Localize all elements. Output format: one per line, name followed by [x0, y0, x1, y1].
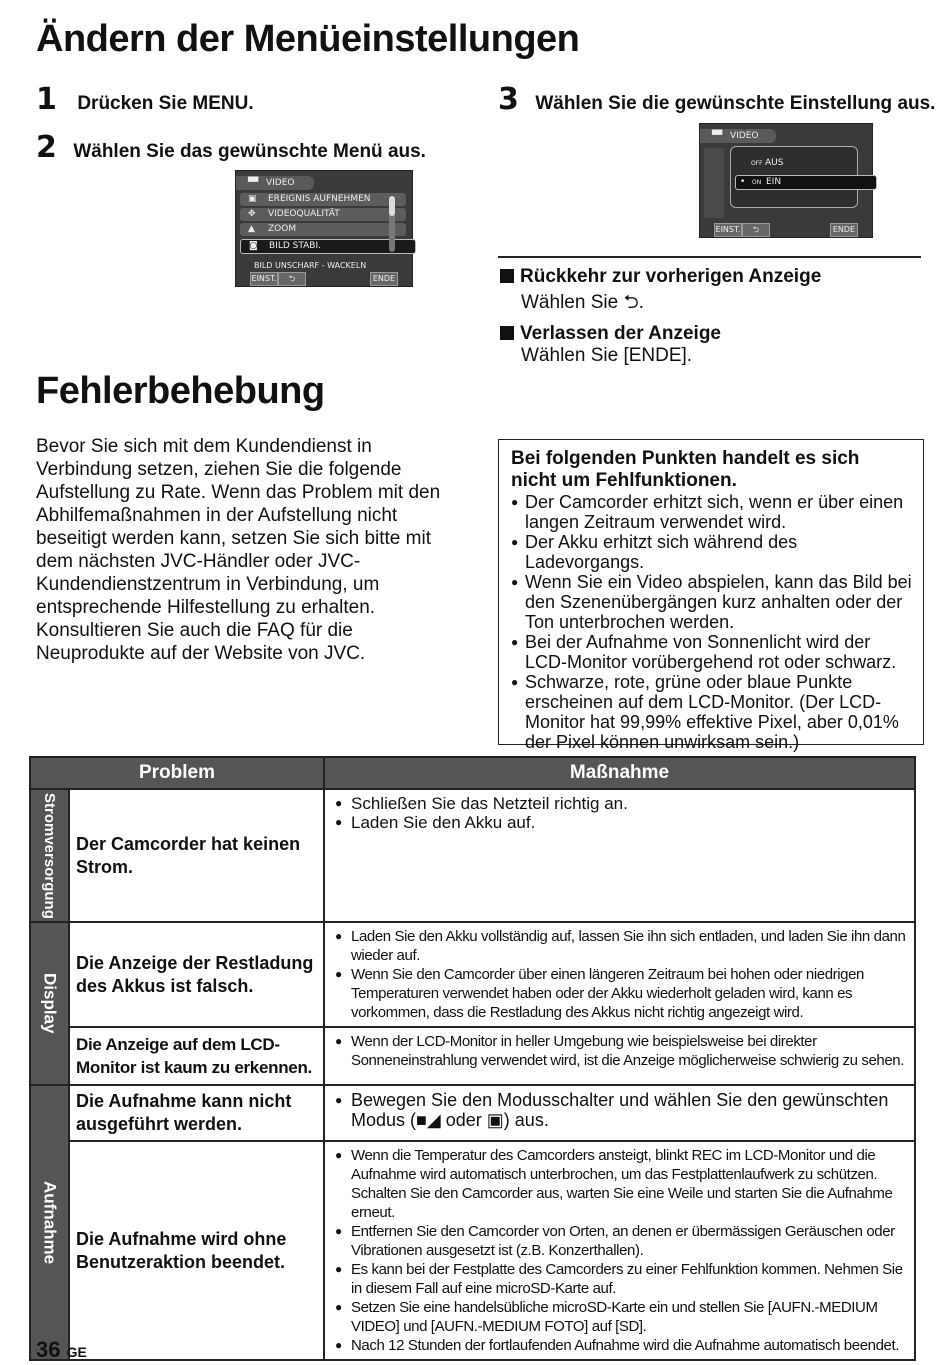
menu-info-text: BILD UNSCHARF - WACKELN: [254, 261, 367, 270]
measure-cell: [324, 1141, 915, 1360]
menu-item: ▲ ZOOM: [240, 223, 406, 236]
list-item: ● Bewegen Sie den Modusschalter und wählen Sie den gewünschten Modus (■◢ oder ▣) aus.: [335, 1090, 906, 1130]
problem-header: Problem: [30, 757, 324, 789]
back-instruction: Rückkehr zur vorherigen Anzeige Wählen Sie ⮌.: [500, 266, 821, 320]
on-icon: ON: [752, 179, 762, 186]
step-text: Wählen Sie das gewünschte Menü aus.: [73, 141, 426, 162]
square-bullet-icon: [500, 269, 514, 283]
intro-paragraph: Bevor Sie sich mit dem Kundendienst in Verbindung setzen, ziehen Sie die folgende Aufstellung zu Rate. Wenn das Problem mit den Abhilfemaßnahmen in der Aufstellung nicht beseitigt werden kann, setzen Sie sich bitte mit dem nächsten JVC-Händler oder JVC-Kundendienstzentrum in Verbindung, um entsprechende Hilfestellung zu erhalten. Konsultieren Sie auch die FAQ für die Neuprodukte auf der Website von JVC.: [36, 436, 441, 664]
options-panel: [730, 146, 858, 208]
set-button: EINST.: [250, 272, 278, 286]
problem-cell: Der Camcorder hat keinen Strom.: [69, 789, 324, 922]
square-bullet-icon: [500, 326, 514, 340]
page-number: 36 GE: [36, 1337, 87, 1362]
video-tab: ▀▘ VIDEO: [236, 176, 314, 190]
table-row: [30, 789, 915, 922]
list-item: ● Schwarze, rote, grüne oder blaue Punkte erscheinen auf dem LCD-Monitor. (Der LCD-Monitor hat 99,99% effektive Pixel, aber 0,01% der Pixel können unwirksam sein.): [511, 672, 915, 752]
problem-cell: Die Anzeige auf dem LCD-Monitor ist kaum zu erkennen.: [69, 1027, 324, 1085]
zoom-icon: ▲: [248, 224, 255, 234]
list-item: ● Laden Sie den Akku vollständig auf, lassen Sie ihn sich entladen, und laden Sie ihn dann wieder auf.: [335, 927, 906, 965]
video-camera-icon: ■◢: [416, 1110, 441, 1130]
problem-cell: Die Aufnahme kann nicht ausgeführt werden.: [69, 1085, 324, 1141]
menu-item: ✥ VIDEOQUALITÄT: [240, 208, 406, 221]
end-button: ENDE: [370, 272, 398, 286]
set-button: EINST.: [714, 223, 742, 237]
category-recording: Aufnahme: [30, 1085, 69, 1360]
section-title: Fehlerbehebung: [36, 370, 325, 412]
end-button: ENDE: [830, 223, 858, 237]
video-tab: ▀▘ VIDEO: [700, 129, 776, 143]
measure-cell: [324, 922, 915, 1027]
camera-icon: ▀▘: [248, 178, 262, 188]
list-item: ● Wenn der LCD-Monitor in heller Umgebung wie beispielsweise bei direkter Sonneneinstrahlung verwendet wird, ist die Anzeige möglicherweise schwierig zu sehen.: [335, 1032, 906, 1070]
event-icon: ▣: [248, 194, 257, 204]
notice-box: [498, 439, 924, 752]
list-item: ● Bei der Aufnahme von Sonnenlicht wird der LCD-Monitor vorübergehend rot oder schwarz.: [511, 632, 915, 672]
back-icon: ⮌: [278, 272, 306, 286]
camera-icon: ▀▘: [712, 131, 726, 141]
page-title: Ändern der Menüeinstellungen: [36, 18, 580, 60]
table-row: [30, 1027, 915, 1085]
step-1: [36, 82, 254, 117]
list-item: ● Nach 12 Stunden der fortlaufenden Aufnahme wird die Aufnahme automatisch beendet.: [335, 1336, 906, 1355]
option-off: OFF AUS: [751, 158, 784, 168]
measure-header: Maßnahme: [324, 757, 915, 789]
notice-title: Bei folgenden Punkten handelt es sich nicht um Fehlfunktionen.: [511, 448, 860, 491]
list-item: ● Entfernen Sie den Camcorder von Orten, an denen er übermässigen Geräuschen oder Vibrationen ausgesetzt ist (z.B. Konzerthallen).: [335, 1222, 906, 1260]
off-icon: OFF: [751, 160, 763, 167]
list-item: ● Der Akku erhitzt sich während des Ladevorgangs.: [511, 532, 915, 572]
category-power: Stromversorgung: [30, 789, 69, 922]
troubleshooting-table: [29, 756, 916, 1361]
list-item: ● Wenn Sie den Camcorder über einen längeren Zeitraum bei hohen oder niedrigen Temperaturen verwendet haben oder der Akku wiederholt geladen wird, kann es vorkommen, dass die Restladung des Akkus nicht richtig angezeigt wird.: [335, 965, 906, 1022]
measure-cell: [324, 1027, 915, 1085]
table-row: [30, 922, 915, 1027]
category-display: Display: [30, 922, 69, 1085]
measure-cell: [324, 789, 915, 922]
step-text: Wählen Sie die gewünschte Einstellung aus.: [535, 93, 936, 114]
menu-item: ▣ EREIGNIS AUFNEHMEN: [240, 193, 406, 206]
step-3: [498, 82, 935, 117]
back-icon: ⮌: [742, 223, 770, 237]
step-number: 2: [36, 130, 57, 165]
option-on-selected: • ON EIN: [735, 175, 877, 190]
photo-camera-icon: ▣: [486, 1110, 504, 1130]
table-row: [30, 1085, 915, 1141]
problem-cell: Die Anzeige der Restladung des Akkus ist falsch.: [69, 922, 324, 1027]
exit-instruction: Verlassen der Anzeige Wählen Sie [ENDE].: [500, 323, 721, 367]
list-item: ● Wenn die Temperatur des Camcorders ansteigt, blinkt REC im LCD-Monitor und die Aufnahme wird automatisch unterbrochen, um das Festplattenlaufwerk zu schützen. Schalten Sie den Camcorder aus, warten Sie eine Weile und starten Sie die Aufnahme erneut.: [335, 1146, 906, 1222]
list-item: ● Laden Sie den Akku auf.: [335, 813, 906, 832]
problem-cell: Die Aufnahme wird ohne Benutzeraktion beendet.: [69, 1141, 324, 1360]
setting-screen-illustration: [699, 123, 873, 238]
selected-dot-icon: •: [740, 177, 746, 187]
table-header-row: [30, 757, 915, 789]
step-number: 3: [498, 82, 519, 117]
stabilizer-icon: ◙: [249, 241, 258, 251]
step-2: [36, 130, 426, 165]
divider: [498, 256, 921, 258]
list-item: ● Setzen Sie eine handelsübliche microSD-Karte ein und stellen Sie [AUFN.-MEDIUM VIDEO] und [AUFN.-MEDIUM FOTO] auf [SD].: [335, 1298, 906, 1336]
list-item: ● Schließen Sie das Netzteil richtig an.: [335, 794, 906, 813]
scrollbar: [389, 196, 395, 252]
side-menu-strip: [704, 148, 724, 218]
measure-cell: [324, 1085, 915, 1141]
list-item: ● Der Camcorder erhitzt sich, wenn er über einen langen Zeitraum verwendet wird.: [511, 492, 915, 532]
step-number: 1: [36, 82, 57, 117]
menu-screen-illustration: [235, 170, 413, 287]
quality-icon: ✥: [248, 209, 256, 219]
step-text: Drücken Sie MENU.: [77, 93, 254, 114]
notice-list: [511, 492, 915, 752]
table-row: [30, 1141, 915, 1360]
list-item: ● Es kann bei der Festplatte des Camcorders zu einer Fehlfunktion kommen. Nehmen Sie in diesem Fall auf eine microSD-Karte auf.: [335, 1260, 906, 1298]
menu-item-selected: ◙ BILD STABI.: [240, 239, 416, 254]
list-item: ● Wenn Sie ein Video abspielen, kann das Bild bei den Szenenübergängen kurz anhalten oder der Ton unterbrochen werden.: [511, 572, 915, 632]
